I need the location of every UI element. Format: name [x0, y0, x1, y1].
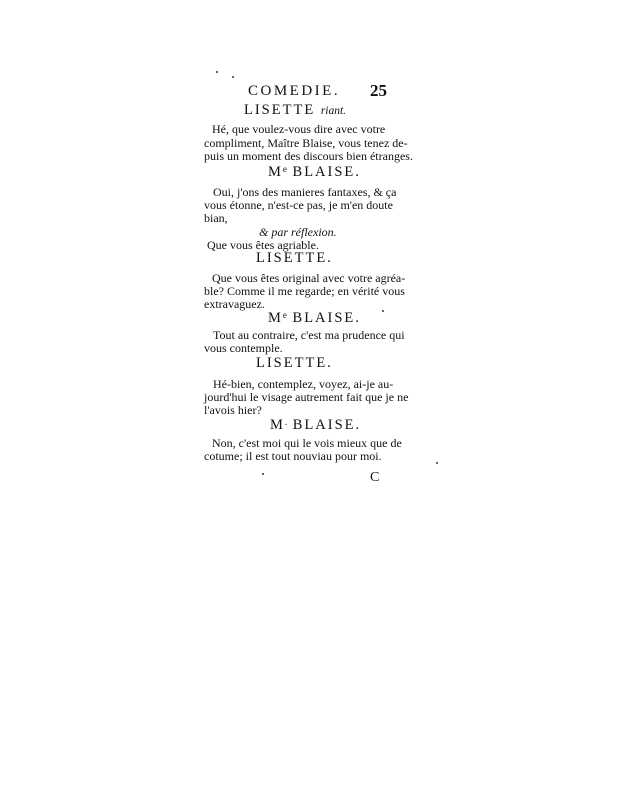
- speaker-name: LISETTE: [244, 102, 316, 118]
- page-number: 25: [370, 81, 387, 100]
- scan-speck: [216, 71, 218, 73]
- scan-speck: [232, 76, 234, 78]
- dialogue-line: bian,: [204, 211, 228, 225]
- scan-speck: [436, 462, 438, 464]
- speaker-name: BLAISE.: [292, 164, 361, 180]
- dialogue-line: puis un moment des discours bien étranges.: [204, 149, 413, 163]
- dialogue-line: Oui, j'ons des manieres fantaxes, & ça: [213, 185, 397, 199]
- dialogue-line: cotume; il est tout nouviau pour moi.: [204, 449, 382, 463]
- dialogue-line: Hé, que voulez-vous dire avec votre: [212, 122, 386, 136]
- speaker-heading: [256, 250, 333, 267]
- dialogue-line: Que vous êtes agriable.: [207, 238, 319, 252]
- dialogue-line: Tout au contraire, c'est ma prudence qui: [213, 328, 405, 342]
- stage-direction: & par réflexion.: [259, 225, 337, 239]
- dialogue-line: ble? Comme il me regarde; en vérité vous: [204, 284, 405, 298]
- speaker-superscript: e: [282, 310, 287, 320]
- scan-speck: [382, 310, 384, 312]
- dialogue-line: jourd'hui le visage autrement fait que je ne: [204, 390, 409, 404]
- speaker-name: BLAISE.: [292, 310, 361, 326]
- speaker-prefix: M: [268, 164, 283, 180]
- dialogue-line: Hé-bien, contemplez, voyez, ai-je au-: [213, 377, 394, 391]
- speaker-heading: [256, 355, 333, 372]
- speaker-name: LISETTE.: [256, 250, 333, 266]
- scan-speck: [262, 473, 264, 475]
- speaker-superscript: .: [284, 417, 288, 427]
- speaker-heading: [268, 164, 361, 181]
- speaker-prefix: M: [270, 417, 285, 433]
- dialogue-line: Que vous êtes original avec votre agréa-: [212, 271, 406, 285]
- speaker-heading: [270, 417, 361, 434]
- speaker-heading: [268, 310, 361, 327]
- speaker-name: BLAISE.: [292, 417, 362, 433]
- dialogue-line: Non, c'est moi qui le vois mieux que de: [212, 436, 402, 450]
- running-head: COMEDIE.: [248, 83, 341, 99]
- dialogue-line: vous étonne, n'est-ce pas, je m'en doute: [204, 198, 393, 212]
- speaker-heading: [244, 102, 346, 119]
- speaker-prefix: M: [268, 310, 283, 326]
- speaker-name: LISETTE.: [256, 355, 333, 371]
- dialogue-line: extravaguez.: [204, 297, 265, 311]
- speaker-superscript: e: [282, 164, 287, 174]
- signature-mark: C: [370, 470, 380, 485]
- dialogue-line: l'avois hier?: [204, 403, 262, 417]
- dialogue-line: compliment, Maître Blaise, vous tenez de-: [204, 136, 408, 150]
- dialogue-line: vous contemple.: [204, 341, 283, 355]
- stage-direction: riant.: [320, 105, 347, 117]
